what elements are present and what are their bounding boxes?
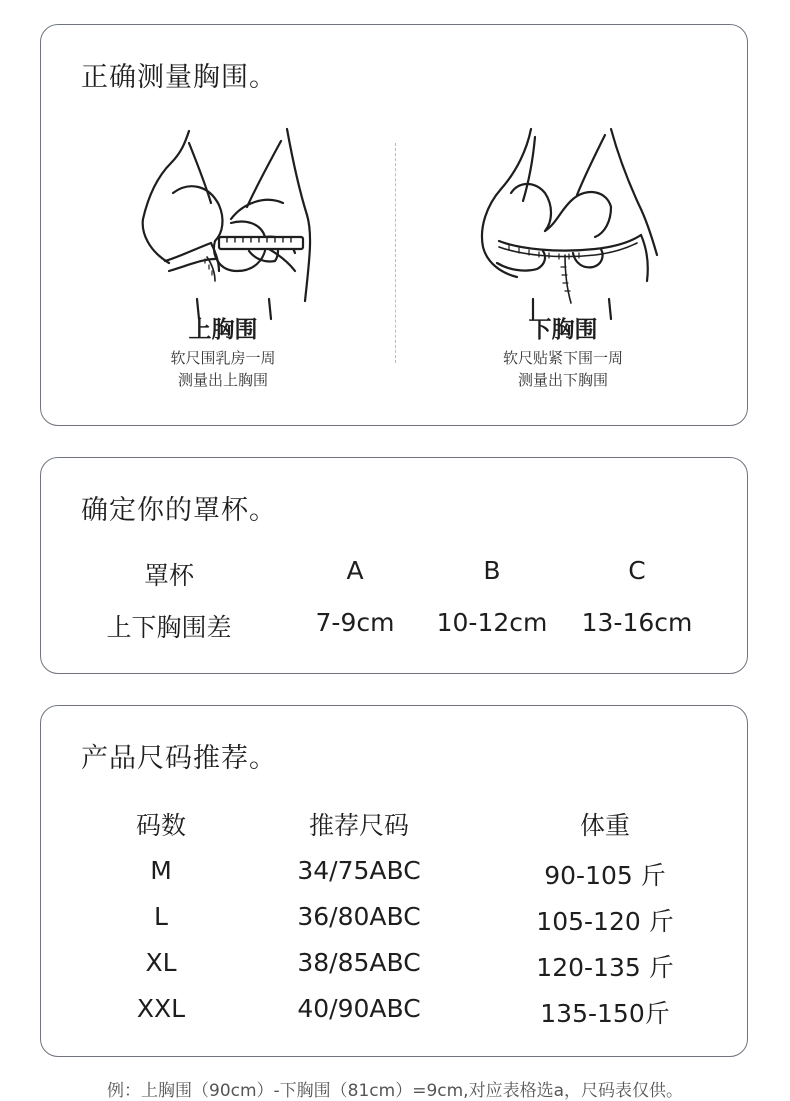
size-row-weight: 90-105 斤: [544, 861, 666, 890]
size-row-weight: 120-135 斤: [536, 953, 674, 982]
upper-bust-desc-2: 测量出上胸围: [177, 371, 268, 389]
cup-title: 确定你的罩杯。: [81, 495, 277, 526]
size-row-code: M: [150, 856, 172, 885]
size-header-code: 码数: [135, 811, 186, 840]
size-row-code: XXL: [136, 994, 186, 1023]
size-title: 产品尺码推荐。: [81, 743, 277, 774]
size-row-code: L: [154, 902, 168, 931]
size-row-recommended: 40/90ABC: [297, 994, 421, 1023]
cup-c: C: [628, 556, 646, 585]
under-bust-measure-illustration: [461, 123, 671, 323]
size-row-weight: 135-150斤: [540, 999, 670, 1028]
under-bust-label: 下胸围: [528, 317, 598, 343]
upper-bust-desc-1: 软尺围乳房一周: [170, 349, 276, 367]
cup-c-diff: 13-16cm: [581, 608, 693, 637]
cup-card: [40, 457, 748, 674]
measure-title: 正确测量胸围。: [81, 62, 277, 93]
size-header-recommended: 推荐尺码: [308, 811, 409, 840]
under-bust-desc-1: 软尺贴紧下围一周: [502, 349, 623, 367]
size-row-recommended: 34/75ABC: [297, 856, 421, 885]
cup-row-header: 罩杯: [143, 561, 194, 590]
cup-a-diff: 7-9cm: [315, 608, 395, 637]
size-card: [40, 705, 748, 1057]
upper-bust-measure-illustration: [119, 123, 329, 323]
footnote: 例：上胸围（90cm）-下胸围（81cm）=9cm,对应表格选a，尺码表仅供。: [107, 1081, 683, 1101]
upper-bust-label: 上胸围: [188, 317, 258, 343]
cup-b-diff: 10-12cm: [436, 608, 548, 637]
under-bust-desc-2: 测量出下胸围: [517, 371, 608, 389]
size-row-code: XL: [145, 948, 177, 977]
size-row-recommended: 36/80ABC: [297, 902, 421, 931]
cup-b: B: [483, 556, 501, 585]
bust-diff-header: 上下胸围差: [106, 613, 232, 642]
size-header-weight: 体重: [579, 811, 630, 840]
dashed-divider: [395, 143, 396, 363]
measure-card: [40, 24, 748, 426]
size-row-recommended: 38/85ABC: [297, 948, 421, 977]
cup-a: A: [346, 556, 364, 585]
size-row-weight: 105-120 斤: [536, 907, 674, 936]
